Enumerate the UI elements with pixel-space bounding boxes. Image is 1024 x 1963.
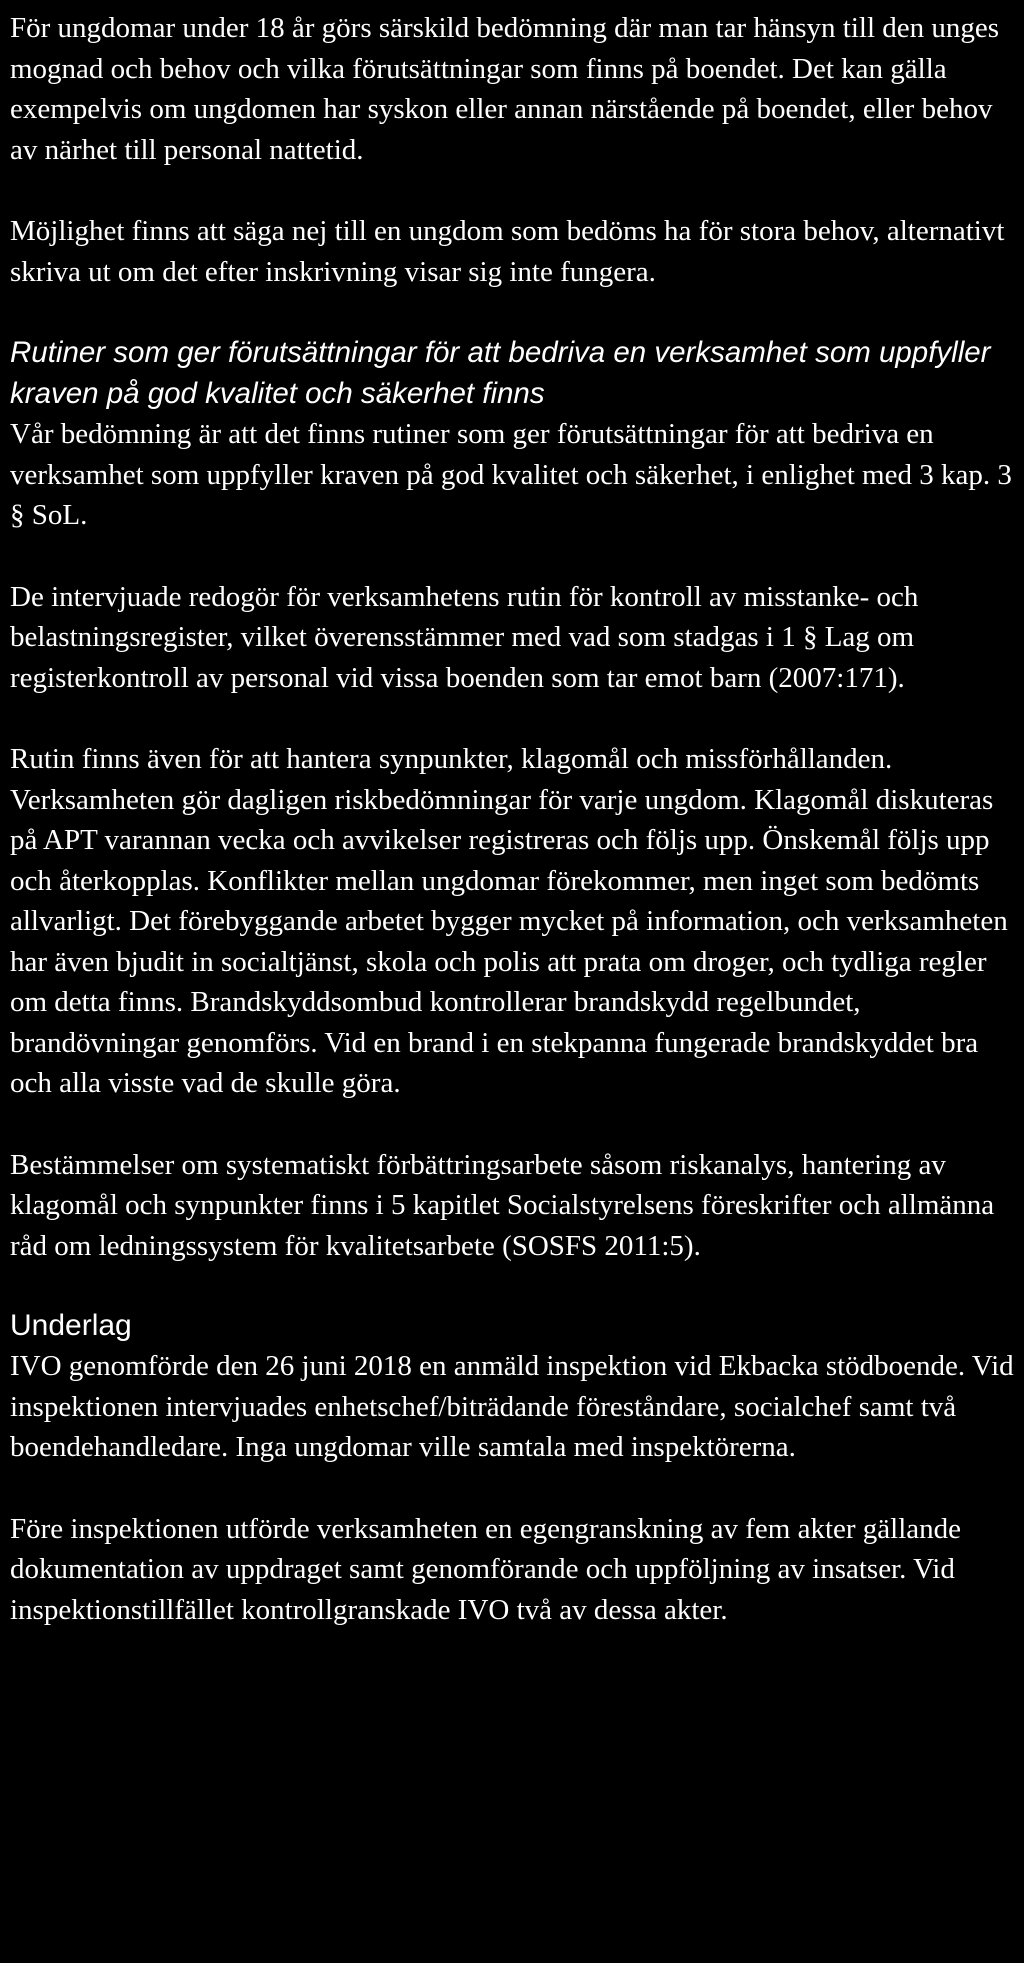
paragraph-bedomning-rutiner: Vår bedömning är att det finns rutiner som ger förutsättningar för att bedriva en verksamhet som uppfyller kraven på god kvalitet och säkerhet, i enlighet med 3 kap. 3 § SoL. [10, 418, 1012, 531]
paragraph-mojlighet-neka: Möjlighet finns att säga nej till en ungdom som bedöms ha för stora behov, alternativt skriva ut om det efter inskrivning visar sig inte fungera. [10, 215, 1005, 288]
section-heading-underlag: Underlag [10, 1309, 132, 1342]
paragraph-inspektion: IVO genomförde den 26 juni 2018 en anmäld inspektion vid Ekbacka stödboende. Vid inspektionen intervjuades enhetschef/biträdande föreståndare, socialchef samt två boendehandledare. Inga ungdomar ville samtala med inspektörerna. [10, 1350, 1014, 1463]
paragraph-egengranskning: Före inspektionen utförde verksamheten en egengranskning av fem akter gällande dokumentation av uppdraget samt genomförande och uppföljning av insatser. Vid inspektionstillfället kontrollgranskade IVO två av dessa akter. [10, 1512, 962, 1626]
paragraph-unga-bedomning: För ungdomar under 18 år görs särskild bedömning där man tar hänsyn till den unges mognad och behov och vilka förutsättningar som finns på boendet. Det kan gälla exempelvis om ungdomen har syskon eller annan närstående på boendet, eller behov av närhet till personal nattetid. [10, 12, 1000, 166]
paragraph-synpunkter-klagomal: Rutin finns även för att hantera synpunkter, klagomål och missförhållanden. Verksamheten gör dagligen riskbedömningar för varje ungdom. Klagomål diskuteras på APT varannan vecka och avvikelser registreras och följs upp. Önskemål följs upp och återkopplas. Konflikter mellan ungdomar förekommer, men inget som bedömts allvarligt. Det förebyggande arbetet bygger mycket på information, och verksamheten har även bjudit in socialtjänst, skola och polis att prata om droger, och tydliga regler om detta finns. Brandskyddsombud kontrollerar brandskydd regelbundet, brandövningar genomförs. Vid en brand i en stekpanna fungerade brandskyddet bra och alla visste vad de skulle göra. [10, 743, 1008, 1099]
paragraph-registerkontroll: De intervjuade redogör för verksamhetens rutin för kontroll av misstanke- och belastningsregister, vilket överensstämmer med vad som stadgas i 1 § Lag om registerkontroll av personal vid vissa boenden som tar emot barn (2007:171). [10, 580, 919, 694]
paragraph-bestammelser: Bestämmelser om systematiskt förbättringsarbete såsom riskanalys, hantering av klagomål och synpunkter finns i 5 kapitlet Socialstyrelsens föreskrifter och allmänna råd om ledningssystem för kvalitetsarbete (SOSFS 2011:5). [10, 1148, 995, 1262]
subheading-rutiner: Rutiner som ger förutsättningar för att bedriva en verksamhet som uppfyller kraven på god kvalitet och säkerhet finns [10, 336, 991, 410]
